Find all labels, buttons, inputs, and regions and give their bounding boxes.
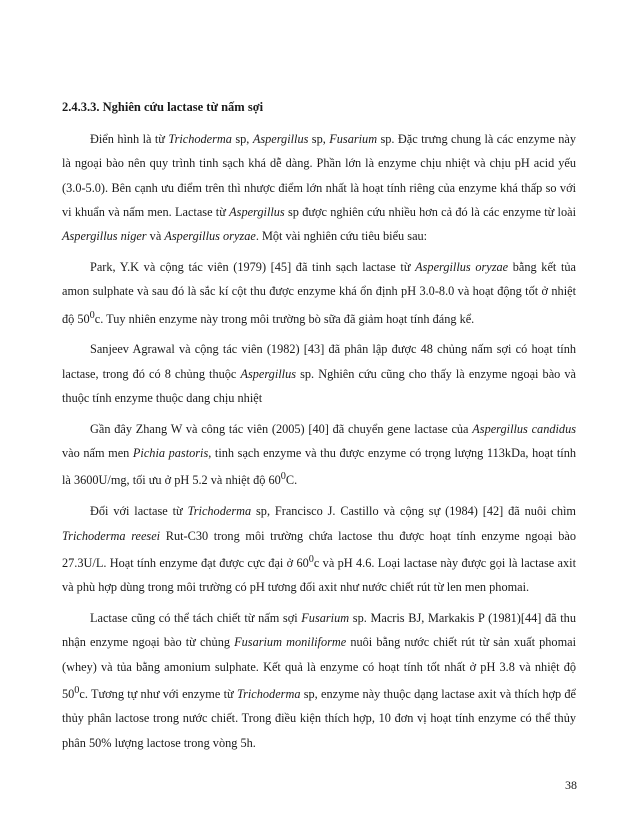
text-run: . Một vài nghiên cứu tiêu biểu sau: — [255, 229, 428, 244]
text-run: nuôi bằng nước chiết rút từ sản xuất phomai (whey) và tủa bằng amonium sulphate. Kết quả là enzyme có hoạt tính tốt nhất ở pH 3.8 và nhiệt độ 50 — [62, 635, 577, 702]
text-run: sp, — [231, 132, 253, 146]
text-run: c. Tuy nhiên enzyme này trong môi trường bò sữa đã giảm hoạt tính đáng kể. — [94, 311, 475, 326]
italic-term: Aspergillus oryzae — [415, 259, 509, 274]
text-run: Đối với lactase từ — [90, 504, 188, 519]
italic-term: Aspergillus niger — [62, 229, 147, 244]
italic-term: Aspergillus candidus — [472, 421, 577, 436]
paragraph-5 — [62, 499, 576, 599]
text-run: C. — [285, 473, 298, 488]
text-run: , tinh sạch enzyme và thu được enzyme có trọng lượng 113kDa, hoạt tính là 3600U/mg, tối ưu ở pH 5.2 và nhiệt độ 60 — [62, 446, 576, 488]
text-run: c và pH 4.6. Loại lactase này được gọi là lactase axit và phù hợp dùng trong môi trường có pH tương đối axit như nước chiết rút từ len men phomai. — [62, 556, 576, 595]
italic-term: Trichoderma — [187, 504, 252, 519]
body-text — [62, 127, 576, 755]
paragraph-1 — [62, 127, 576, 248]
italic-term: Aspergillus oryzae — [164, 229, 256, 244]
italic-term: Trichoderma — [168, 132, 232, 146]
page-number: 38 — [565, 778, 577, 792]
text-run: vào nấm men — [62, 446, 133, 461]
text-run: và — [146, 229, 165, 244]
text-run: Điển hình là từ — [90, 132, 169, 146]
degree-superscript: 0 — [308, 553, 314, 565]
italic-term: Fusarium — [329, 132, 378, 146]
text-run: Lactase cũng có thể tách chiết từ nấm sợi — [90, 611, 302, 626]
italic-term: Aspergillus — [240, 366, 297, 381]
text-run: sp, — [308, 132, 330, 146]
italic-term: Aspergillus — [229, 204, 285, 219]
degree-superscript: 0 — [280, 471, 286, 483]
text-run: Sanjeev Agrawal và cộng tác viên (1982) [43] đã phân lập được 48 chủng nấm sợi có hoạt tính lactase, trong đó có 8 chủng thuộc — [62, 342, 576, 381]
text-run: sp được nghiên cứu nhiều hơn cả đó là các enzyme từ loài — [284, 204, 577, 219]
section-heading: 2.4.3.3. Nghiên cứu lactase từ nấm sợi — [62, 100, 264, 114]
text-run: Park, Y.K và cộng tác viên (1979) [45] đã tinh sạch lactase từ — [90, 259, 416, 274]
text-run: sp, Francisco J. Castillo và cộng sự (1984) [42] đã nuôi chìm — [251, 504, 576, 519]
text-run: Rut-C30 trong môi trường chứa lactose thu được hoạt tính enzyme ngoại bào 27.3U/L. Hoạt tính enzyme đạt được cực đại ở 60 — [62, 528, 576, 571]
text-run: bằng kết tủa amon sulphate và sau đó là sắc kí cột thu được enzyme khá ổn định pH 3.0-8.0 và hoạt động tốt ở nhiệt độ 50 — [62, 259, 576, 326]
italic-term: Aspergillus — [252, 132, 309, 146]
italic-term: Trichoderma — [236, 687, 301, 702]
degree-superscript: 0 — [74, 685, 80, 697]
italic-term: Fusarium — [301, 611, 350, 626]
paragraph-4 — [62, 417, 576, 493]
text-run: sp. Đặc trưng chung là các enzyme này là ngoại bào nên quy trình tinh sạch khá dễ dàng. Phần lớn là enzyme chịu nhiệt và chịu pH acid yếu (3.0-5.0). Bên cạnh ưu điểm trên thì nhược điểm lớn nhất là hoạt tính riêng của enzyme khá thấp so với vi khuẩn và nấm men. Lactase từ — [62, 132, 576, 219]
italic-term: Pichia pastoris — [132, 446, 209, 461]
text-run: sp, enzyme này thuộc dạng lactase axit và thích hợp để thủy phân lactose trong nước chiết. Trong điều kiện thích hợp, 10 đơn vị hoạt tính enzyme có thể thủy phân 50% lượng lactose trong vòng 5h. — [62, 687, 577, 750]
text-run: Gần đây Zhang W và công tác viên (2005) [40] đã chuyển gene lactase của — [90, 421, 473, 436]
degree-superscript: 0 — [89, 309, 95, 321]
italic-term: Fusarium moniliforme — [234, 635, 347, 650]
paragraph-6 — [62, 606, 576, 755]
text-run: sp. Nghiên cứu cũng cho thấy là enzyme ngoại bào và thuộc tính enzyme thuộc dang chịu nhiệt — [62, 366, 576, 406]
text-run: c. Tương tự như với enzyme từ — [79, 687, 237, 702]
paragraph-3 — [62, 337, 576, 410]
italic-term: Trichoderma reesei — [62, 528, 161, 543]
paragraph-2 — [62, 255, 576, 331]
text-run: sp. Macris BJ, Markakis P (1981)[44] đã thu nhận enzyme ngoại bào từ chủng — [62, 611, 576, 650]
